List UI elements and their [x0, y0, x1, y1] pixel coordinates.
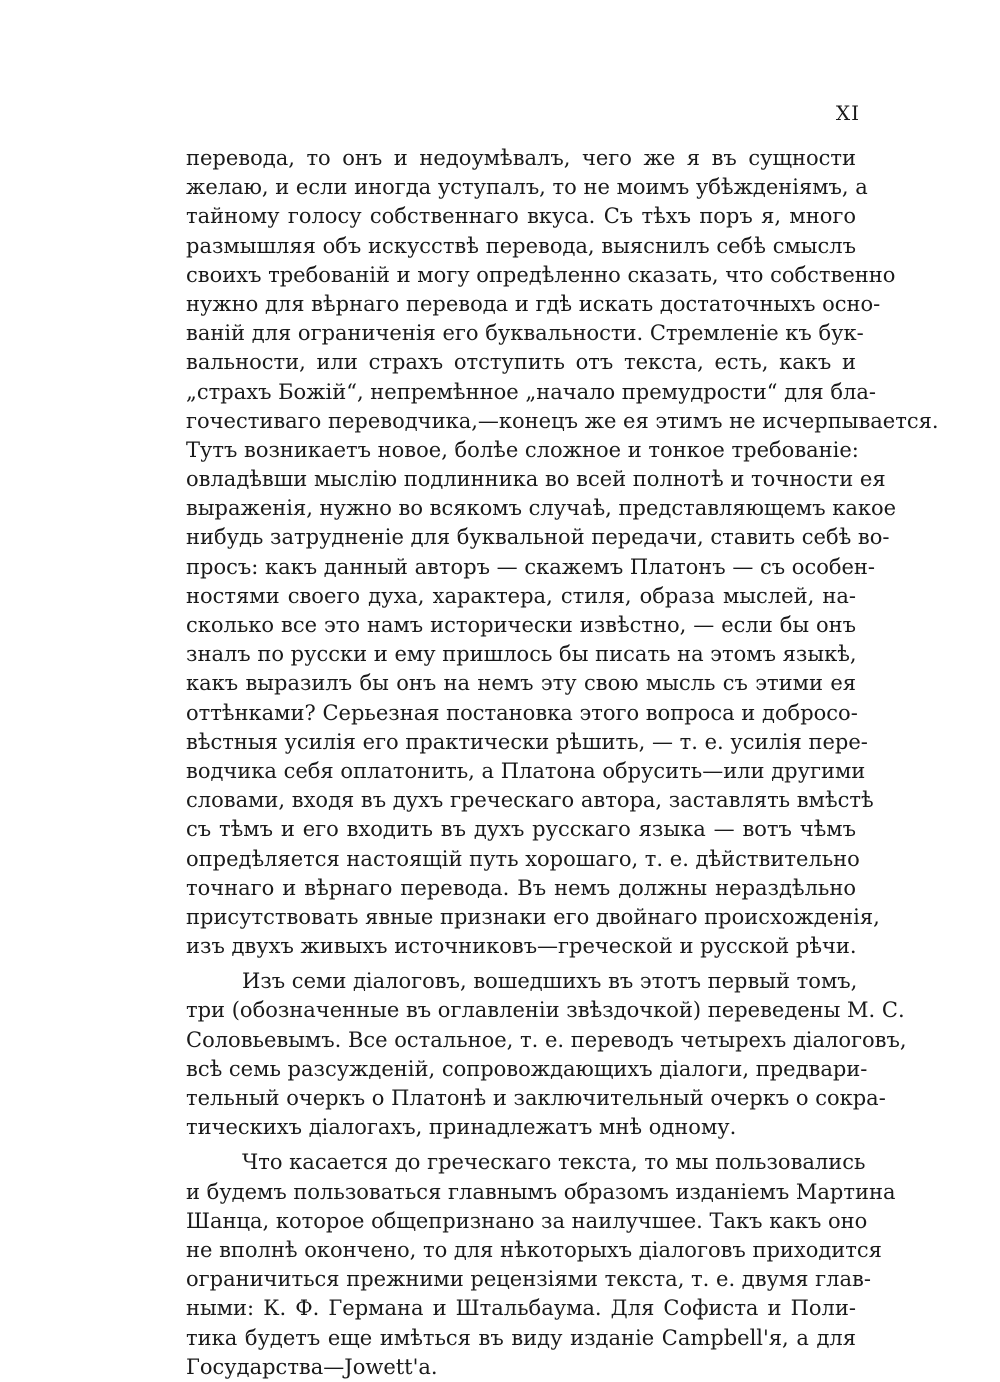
- text-line: ными: К. Ф. Германа и Штальбаума. Для Софиста и Поли-: [186, 1296, 856, 1321]
- page-number: XI: [835, 101, 860, 125]
- text-line: Шанца, которое общепризнано за наилучшее. Такъ какъ оно: [186, 1208, 868, 1233]
- text-line: словами, входя въ духъ греческаго автора, заставлять вмѣстѣ: [186, 788, 874, 813]
- text-line: ограничиться прежними рецензiями текста, т. е. двумя глав-: [186, 1267, 871, 1292]
- text-line: Государства—Jowett'а.: [186, 1354, 438, 1379]
- text-line: тельный очеркъ о Платонѣ и заключительный очеркъ о сокра-: [186, 1086, 886, 1110]
- text-line: желаю, и если иногда уступалъ, то не моимъ убѣжденiямъ, а: [186, 175, 868, 200]
- text-line: гочестиваго переводчика,—конецъ же ея этимъ не исчерпывается.: [186, 408, 939, 433]
- text-line: не вполнѣ окончено, то для нѣкоторыхъ дiалоговъ приходится: [186, 1237, 882, 1262]
- paragraph: [186, 967, 907, 1142]
- text-line: Соловьевымъ. Все остальное, т. е. переводъ четырехъ дiалоговъ,: [186, 1027, 907, 1052]
- text-line: опредѣляется настоящiй путь хорошаго, т. е. дѣйствительно: [186, 846, 860, 871]
- text-line: выраженiя, нужно во всякомъ случаѣ, представляющемъ какое: [186, 496, 897, 521]
- text-line: „страхъ Божiй“, непремѣнное „начало премудрости“ для бла-: [186, 379, 876, 404]
- text-line: Изъ семи дiалоговъ, вошедшихъ въ этотъ первый томъ,: [242, 969, 858, 994]
- paragraph: [186, 144, 939, 961]
- text-line: овладѣвши мыслiю подлинника во всей полнотѣ и точности ея: [186, 467, 886, 492]
- text-line: ностями своего духа, характера, стиля, образа мыслей, на-: [186, 583, 856, 608]
- body-text: [186, 144, 939, 1382]
- text-line: и будемъ пользоваться главнымъ образомъ изданiемъ Мартина: [186, 1179, 896, 1204]
- text-line: нибудь затрудненiе для буквальной передачи, ставить себѣ во-: [186, 525, 890, 550]
- paragraph: [186, 1148, 896, 1382]
- text-line: оттѣнками? Серьезная постановка этого вопроса и добросо-: [186, 700, 858, 725]
- text-line: тическихъ дiалогахъ, принадлежатъ мнѣ одному.: [186, 1115, 737, 1140]
- text-line: присутствовать явные признаки его двойнаго происхожденiя,: [186, 904, 880, 929]
- text-line: всѣ семь разсужденiй, сопровождающихъ дiалоги, предвари-: [186, 1056, 868, 1081]
- text-line: точнаго и вѣрнаго перевода. Въ немъ должны нераздѣльно: [186, 875, 856, 900]
- text-line: тайному голосу собственнаго вкуса. Съ тѣхъ поръ я, много: [186, 204, 856, 229]
- text-line: размышляя объ искусствѣ перевода, выяснилъ себѣ смыслъ: [186, 233, 856, 258]
- text-line: просъ: какъ данный авторъ — скажемъ Платонъ — съ особен-: [186, 554, 876, 579]
- text-line: нужно для вѣрнаго перевода и гдѣ искать достаточныхъ осно-: [186, 291, 881, 316]
- text-line: водчика себя оплатонить, а Платона обрусить—или другими: [186, 758, 866, 783]
- text-line: изъ двухъ живыхъ источниковъ—греческой и русской рѣчи.: [186, 934, 857, 959]
- text-line: ванiй для ограниченiя его буквальности. Стремленiе къ бук-: [186, 321, 864, 346]
- text-line: своихъ требованiй и могу опредѣленно сказать, что собственно: [186, 262, 896, 287]
- text-line: какъ выразилъ бы онъ на немъ эту свою мысль съ этими ея: [186, 671, 856, 696]
- text-line: съ тѣмъ и его входить въ духъ русскаго языка — вотъ чѣмъ: [186, 817, 856, 842]
- text-line: вальности, или страхъ отступить отъ текста, есть, какъ и: [186, 350, 856, 375]
- text-line: тика будетъ еще имѣться въ виду изданiе Campbell'я, а для: [186, 1325, 856, 1350]
- text-line: Тутъ возникаетъ новое, болѣе сложное и тонкое требованiе:: [186, 437, 859, 462]
- text-line: Что касается до греческаго текста, то мы пользовались: [242, 1150, 866, 1175]
- text-line: зналъ по русски и ему пришлось бы писать на этомъ языкѣ,: [186, 642, 857, 667]
- text-line: сколько все это намъ исторически извѣстно, — если бы онъ: [186, 613, 856, 637]
- text-line: три (обозначенные въ оглавленiи звѣздочкой) переведены М. С.: [186, 998, 905, 1023]
- text-line: вѣстныя усилiя его практически рѣшить, — т. е. усилiя пере-: [186, 729, 868, 754]
- text-line: перевода, то онъ и недоумѣвалъ, чего же я въ сущности: [186, 146, 856, 170]
